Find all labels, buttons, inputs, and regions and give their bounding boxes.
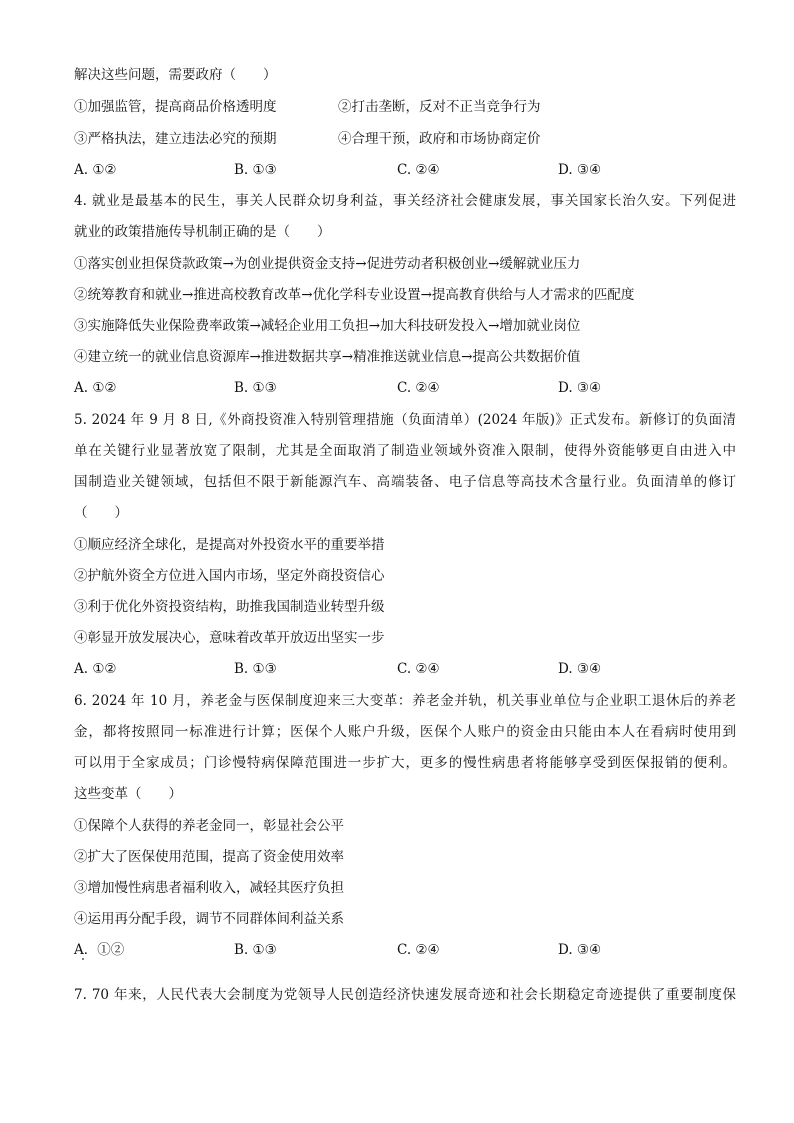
q5-option-2: ②护航外资全方位进入国内市场，坚定外商投资信心 bbox=[74, 568, 385, 584]
q4-option-4: ④建立统一的就业信息资源库→推进数据共享→精准推送就业信息→提高公共数据价值 bbox=[74, 349, 581, 365]
q5-choices bbox=[74, 657, 736, 681]
q4-stem-line-2: 就业的政策措施传导机制正确的是（ ） bbox=[74, 224, 331, 240]
q6-stem-line-3: 可以用于全家成员；门诊慢特病保障范围进一步扩大，更多的慢性病患者将能够享受到医保报销的便利。 bbox=[74, 755, 736, 771]
q4-stem-line-1: 4. 就业是最基本的民生，事关人民群众切身利益，事关经济社会健康发展，事关国家长治久安。下列促进 bbox=[74, 193, 736, 209]
q3-option-2: ②打击垄断，反对不正当竞争行为 bbox=[338, 99, 541, 115]
q6-choices bbox=[74, 938, 736, 962]
q3-choices bbox=[74, 158, 736, 182]
q6-choice-b: B. ①③ bbox=[234, 942, 277, 958]
q5-stem-line-2: 单在关键行业显著放宽了限制，尤其是全面取消了制造业领域外资准入限制，使得外资能够更自由进入中 bbox=[74, 443, 736, 459]
q6-choice-d: D. ③④ bbox=[558, 942, 602, 958]
q5-stem-line-1: 5. 2024 年 9 月 8 日,《外商投资准入特别管理措施（负面清单）(2024 年版)》正式发布。新修订的负面清 bbox=[74, 412, 736, 428]
q5-choice-b: B. ①③ bbox=[234, 661, 277, 677]
q6-stem-line-4: 这些变革（ ） bbox=[74, 786, 182, 802]
q4-option-1: ①落实创业担保贷款政策→为创业提供资金支持→促进劳动者积极创业→缓解就业压力 bbox=[74, 256, 581, 272]
q4-choices bbox=[74, 376, 736, 400]
q5-option-1: ①顺应经济全球化，是提高对外投资水平的重要举措 bbox=[74, 537, 385, 553]
q5-choice-c: C. ②④ bbox=[397, 661, 440, 677]
q6-option-1: ①保障个人获得的养老金同一，彰显社会公平 bbox=[74, 818, 344, 834]
q4-choice-a: A. ①② bbox=[74, 380, 117, 396]
q6-stem-line-1: 6. 2024 年 10 月，养老金与医保制度迎来三大变革：养老金并轨，机关事业单位与企业职工退休后的养老 bbox=[74, 693, 736, 709]
stray-mark bbox=[82, 958, 84, 960]
q3-option-4: ④合理干预，政府和市场协商定价 bbox=[338, 131, 541, 147]
q4-option-3: ③实施降低失业保险费率政策→减轻企业用工负担→加大科技研发投入→增加就业岗位 bbox=[74, 318, 581, 334]
q3-option-3: ③严格执法，建立违法必究的预期 bbox=[74, 131, 277, 147]
q5-choice-a: A. ①② bbox=[74, 661, 117, 677]
q5-option-3: ③利于优化外资投资结构，助推我国制造业转型升级 bbox=[74, 599, 385, 615]
q4-choice-d: D. ③④ bbox=[558, 380, 602, 396]
q4-option-2: ②统筹教育和就业→推进高校教育改革→优化学科专业设置→提高教育供给与人才需求的匹配度 bbox=[74, 287, 635, 303]
q6-choice-c: C. ②④ bbox=[397, 942, 440, 958]
q6-option-2: ②扩大了医保使用范围，提高了资金使用效率 bbox=[74, 849, 344, 865]
q3-choice-d: D. ③④ bbox=[558, 162, 602, 178]
q3-option-1: ①加强监管，提高商品价格透明度 bbox=[74, 99, 277, 115]
q5-choice-d: D. ③④ bbox=[558, 661, 602, 677]
q4-choice-c: C. ②④ bbox=[397, 380, 440, 396]
q6-stem-line-2: 金，都将按照同一标准进行计算；医保个人账户升级，医保个人账户的资金由只能由本人在看病时使用到 bbox=[74, 724, 736, 740]
q6-option-3: ③增加慢性病患者福利收入，减轻其医疗负担 bbox=[74, 880, 344, 896]
q4-choice-b: B. ①③ bbox=[234, 380, 277, 396]
q5-stem-line-3: 国制造业关键领域，包括但不限于新能源汽车、高端装备、电子信息等高技术含量行业。负面清单的修订 bbox=[74, 474, 736, 490]
q7-stem-line-1: 7. 70 年来，人民代表大会制度为党领导人民创造经济快速发展奇迹和社会长期稳定奇迹提供了重要制度保 bbox=[74, 987, 736, 1003]
q6-choice-a: A．①② bbox=[74, 942, 125, 958]
q5-option-4: ④彰显开放发展决心，意味着改革开放迈出坚实一步 bbox=[74, 630, 385, 646]
q3-choice-a: A. ①② bbox=[74, 162, 117, 178]
q3-options-row-2 bbox=[74, 127, 736, 151]
q3-choice-b: B. ①③ bbox=[234, 162, 277, 178]
q6-option-4: ④运用再分配手段，调节不同群体间利益关系 bbox=[74, 911, 344, 927]
q3-choice-c: C. ②④ bbox=[397, 162, 440, 178]
q5-stem-line-4: （ ） bbox=[74, 505, 128, 521]
q3-options-row-1 bbox=[74, 95, 736, 119]
q3-stem-tail: 解决这些问题，需要政府（ ） bbox=[74, 67, 277, 83]
